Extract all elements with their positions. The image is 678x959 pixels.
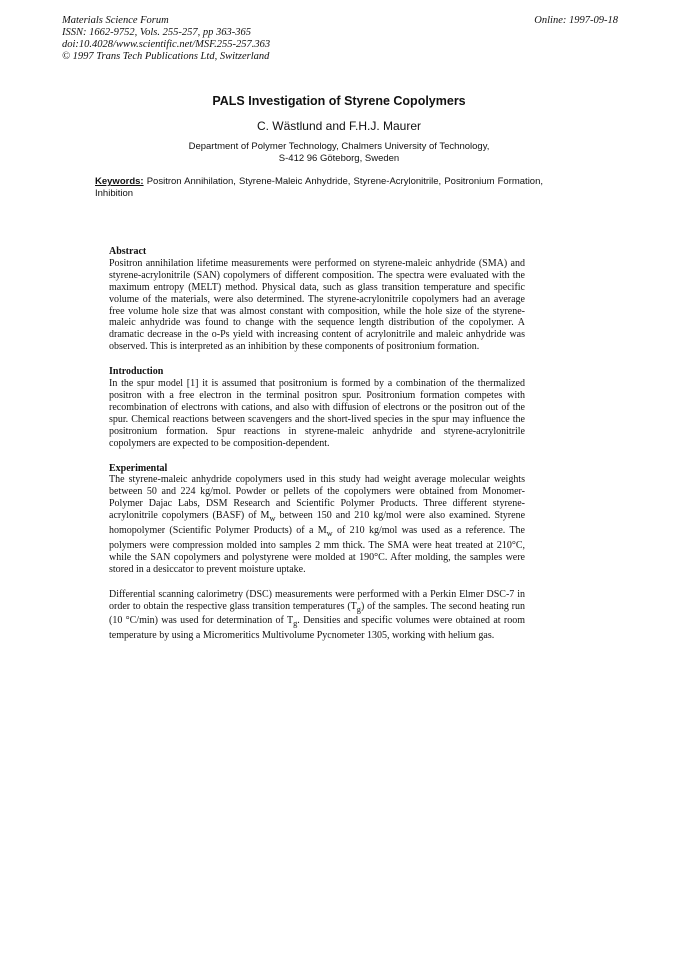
experimental-section (109, 463, 525, 576)
introduction-section (109, 366, 525, 449)
affiliation (0, 141, 678, 165)
keywords-text: Positron Annihilation, Styrene-Maleic Anhydride, Styrene-Acrylonitrile, Positronium Formation, Inhibition (95, 176, 544, 199)
online-date: Online: 1997-09-18 (534, 15, 618, 26)
journal-name: Materials Science Forum (62, 15, 169, 26)
text-run: between 150 and 210 kg/mol were also examined. Styrene homopolymer (Scientific Polymer Products) of a M (109, 510, 526, 537)
experimental-paragraph-1 (109, 474, 525, 575)
introduction-heading: Introduction (109, 366, 164, 378)
issn-line: ISSN: 1662-9752, Vols. 255-257, pp 363-365 (62, 27, 251, 38)
subscript: w (269, 514, 276, 524)
subscript: g (356, 604, 361, 614)
abstract-section (109, 246, 525, 353)
text-run: . Densities and specific volumes were obtained at room temperature by using a Micromeritics Multivolume Pycnometer 1305, working with helium gas. (109, 615, 525, 642)
copyright-line: © 1997 Trans Tech Publications Ltd, Switzerland (62, 51, 270, 62)
affiliation-line-2: S-412 96 Göteborg, Sweden (278, 153, 400, 164)
publication-header (62, 15, 618, 63)
text-run: Differential scanning calorimetry (DSC) measurements were performed with a Perkin Elmer DSC-7 in order to obtain the respective glass transition temperatures (T (109, 588, 525, 612)
abstract-heading: Abstract (109, 246, 147, 257)
experimental-heading: Experimental (109, 462, 168, 474)
text-run: ) of the samples. The second heating run (10 °C/min) was used for determination of T (109, 600, 525, 627)
subscript: w (326, 529, 333, 539)
keywords-label: Keywords: (95, 176, 144, 187)
experimental-paragraph-2 (109, 589, 525, 643)
dsc-section (109, 589, 525, 643)
text-run: of 210 kg/mol was used as a reference. The polymers were compression molded into samples 2 mm thick. The SMA were heat treated at 210°C, while the SAN copolymers and polystyrene were molded at 190°C. After molding, the samples were stored in a desiccator to prevent moisture uptake. (109, 525, 525, 575)
paper-title: PALS Investigation of Styrene Copolymers (212, 94, 466, 108)
text-run: The styrene-maleic anhydride copolymers used in this study had weight average molecular weights between 50 and 224 kg/mol. Powder or pellets of the copolymers were obtained from Monomer-Polymer Dajac Labs, DSM Research and Scientific Polymer Products. Three different styrene-acrylonitrile copolymers (BASF) of M (109, 474, 525, 522)
introduction-text: In the spur model [1] it is assumed that positronium is formed by a combination of the thermalized positron with a free electron in the terminal positron spur. Positronium formation competes with recombination of electrons with cations, and also with diffusion of electrons or the positron out of the spur. Chemical reactions between scavengers and the short-lived species in the spur may influence the positronium formation. Spur reactions in styrene-maleic anhydride and styrene-acrylonitrile copolymers are expected to be composition-dependent. (109, 378, 525, 449)
affiliation-line-1: Department of Polymer Technology, Chalmers University of Technology, (188, 141, 490, 152)
paper-body (109, 246, 525, 655)
abstract-text: Positron annihilation lifetime measurements were performed on styrene-maleic anhydride (SMA) and styrene-acrylonitrile (SAN) copolymers of different composition. The spectra were evaluated with the maximum entropy (MELT) method. Physical data, such as glass transition temperature and specific volume of the materials, were also determined. The styrene-acrylonitrile copolymers had an average free volume hole size that was almost constant with composition, while the hole size of the styrene-maleic anhydride was found to change with the sequence length distribution of the copolymer. A dramatic decrease in the o-Ps yield with increasing content of acrylonitrile and maleic anhydride was observed. This is interpreted as an inhibition by these components of positronium formation. (109, 257, 525, 353)
keywords (95, 176, 543, 199)
doi-line: doi:10.4028/www.scientific.net/MSF.255-257.363 (62, 39, 271, 50)
paper-authors: C. Wästlund and F.H.J. Maurer (256, 119, 422, 133)
subscript: g (293, 619, 298, 629)
